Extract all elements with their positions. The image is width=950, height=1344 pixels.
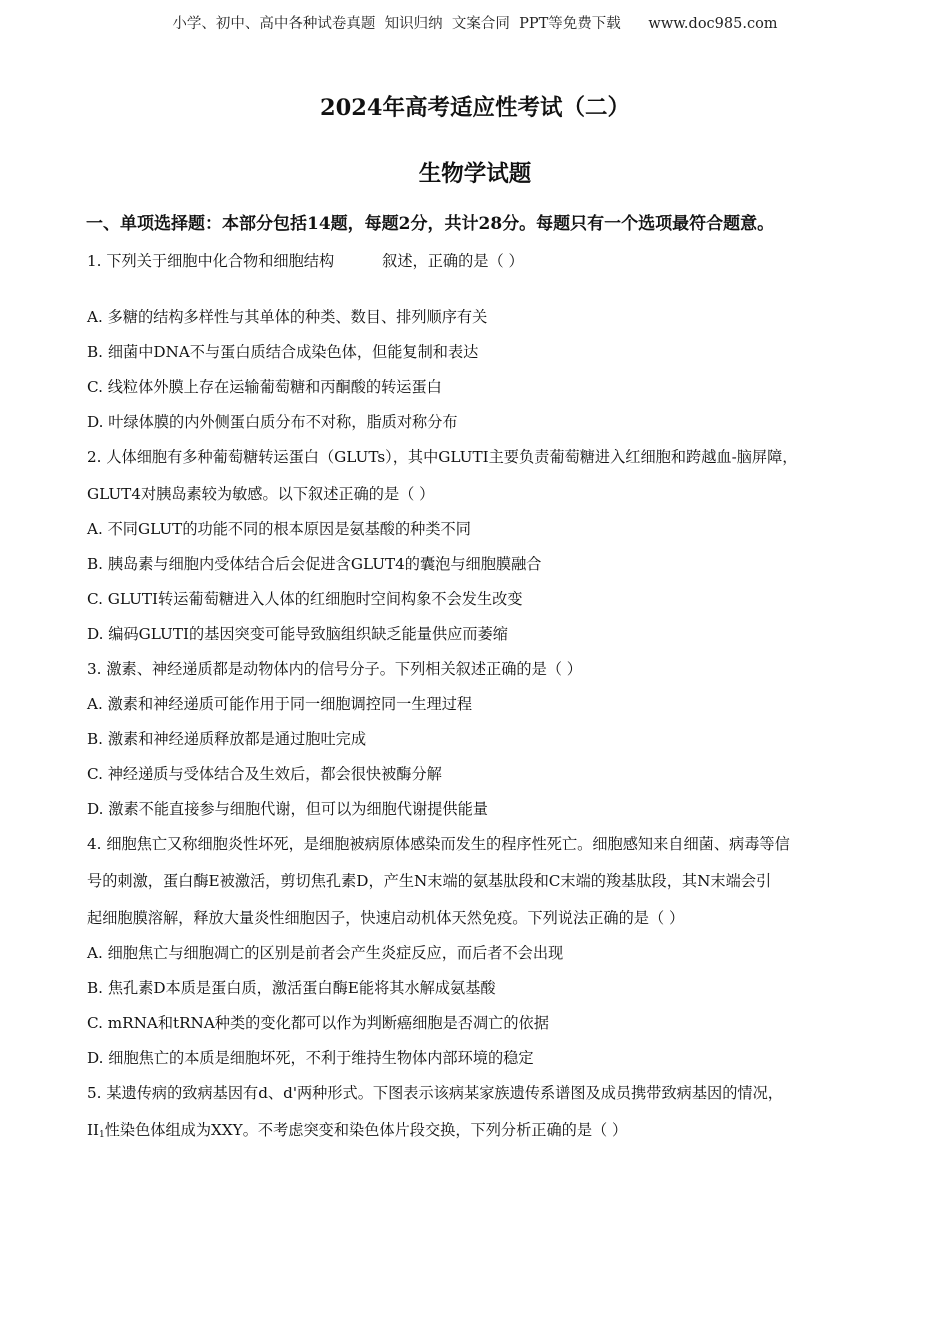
question-5-stem-line-1: 5. 某遗传病的致病基因有d、d'两种形式。下图表示该病某家族遗传系谱图及成员携带致病基因的情况， <box>87 1084 783 1102</box>
question-5-stem-line-2 <box>87 1117 877 1152</box>
exam-title: 2024年高考适应性考试（二） <box>319 95 631 121</box>
question-1-option-a: A. 多糖的结构多样性与其单体的种类、数目、排列顺序有关 <box>87 308 488 326</box>
question-1-option-d: D. 叶绿体膜的内外侧蛋白质分布不对称，脂质对称分布 <box>87 413 458 431</box>
question-1-stem <box>87 248 877 304</box>
question-4-stem-line-3: 起细胞膜溶解，释放大量炎性细胞因子，快速启动机体天然免疫。下列说法正确的是（ ） <box>87 909 685 927</box>
subject-title: 生物学试题 <box>418 161 532 187</box>
question-1-stem-part-b: 叙述，正确的是（ ） <box>382 252 524 270</box>
question-4-option-b: B. 焦孔素D本质是蛋白质，激活蛋白酶E能将其水解成氨基酸 <box>87 979 496 997</box>
question-3-option-a: A. 激素和神经递质可能作用于同一细胞调控同一生理过程 <box>87 695 473 713</box>
question-3-option-c: C. 神经递质与受体结合及生效后，都会很快被酶分解 <box>87 765 442 783</box>
question-3-option-b: B. 激素和神经递质释放都是通过胞吐完成 <box>87 730 367 748</box>
generation-roman-numeral: II <box>87 1121 99 1139</box>
question-2-stem-line-2: GLUT4对胰岛素较为敏感。以下叙述正确的是（ ） <box>87 485 435 503</box>
section-heading: 一、单项选择题：本部分包括14题，每题2分，共计28分。每题只有一个选项最符合题意。 <box>86 214 775 234</box>
question-2-option-c: C. GLUTI转运葡萄糖进入人体的红细胞时空间构象不会发生改变 <box>87 590 523 608</box>
question-5-stem-line-2-text: 性染色体组成为XXY。不考虑突变和染色体片段交换，下列分析正确的是（ ） <box>104 1121 628 1139</box>
question-4-option-c: C. mRNA和tRNA种类的变化都可以作为判断癌细胞是否凋亡的依据 <box>87 1014 549 1032</box>
question-3-option-d: D. 激素不能直接参与细胞代谢，但可以为细胞代谢提供能量 <box>87 800 488 818</box>
question-4-stem-line-2: 号的刺激，蛋白酶E被激活，剪切焦孔素D，产生N末端的氨基肽段和C末端的羧基肽段，其N末端会引 <box>87 872 772 890</box>
question-4-option-a: A. 细胞焦亡与细胞凋亡的区别是前者会产生炎症反应，而后者不会出现 <box>87 944 564 962</box>
question-2-stem-line-1: 2. 人体细胞有多种葡萄糖转运蛋白（GLUTs），其中GLUTI主要负责葡萄糖进入红细胞和跨越血-脑屏障， <box>87 448 798 466</box>
question-2-option-d: D. 编码GLUTI的基因突变可能导致脑组织缺乏能量供应而萎缩 <box>87 625 508 643</box>
question-1-option-b: B. 细菌中DNA不与蛋白质结合成染色体，但能复制和表达 <box>87 343 479 361</box>
question-list <box>87 248 877 1152</box>
page-header: 小学、初中、高中各种试卷真题 知识归纳 文案合同 PPT等免费下载 www.doc985.com <box>172 16 778 32</box>
question-3-stem: 3. 激素、神经递质都是动物体内的信号分子。下列相关叙述正确的是（ ） <box>87 660 582 678</box>
question-2-option-b: B. 胰岛素与细胞内受体结合后会促进含GLUT4的囊泡与细胞膜融合 <box>87 555 542 573</box>
question-1-stem-part-a: 1. 下列关于细胞中化合物和细胞结构 <box>87 252 335 270</box>
individual-number-subscript: 1 <box>99 1130 105 1140</box>
question-1-option-c: C. 线粒体外膜上存在运输葡萄糖和丙酮酸的转运蛋白 <box>87 378 442 396</box>
question-2-option-a: A. 不同GLUT的功能不同的根本原因是氨基酸的种类不同 <box>87 520 471 538</box>
question-4-stem-line-1: 4. 细胞焦亡又称细胞炎性坏死，是细胞被病原体感染而发生的程序性死亡。细胞感知来自细菌、病毒等信 <box>87 835 790 853</box>
question-4-option-d: D. 细胞焦亡的本质是细胞坏死，不利于维持生物体内部环境的稳定 <box>87 1049 534 1067</box>
